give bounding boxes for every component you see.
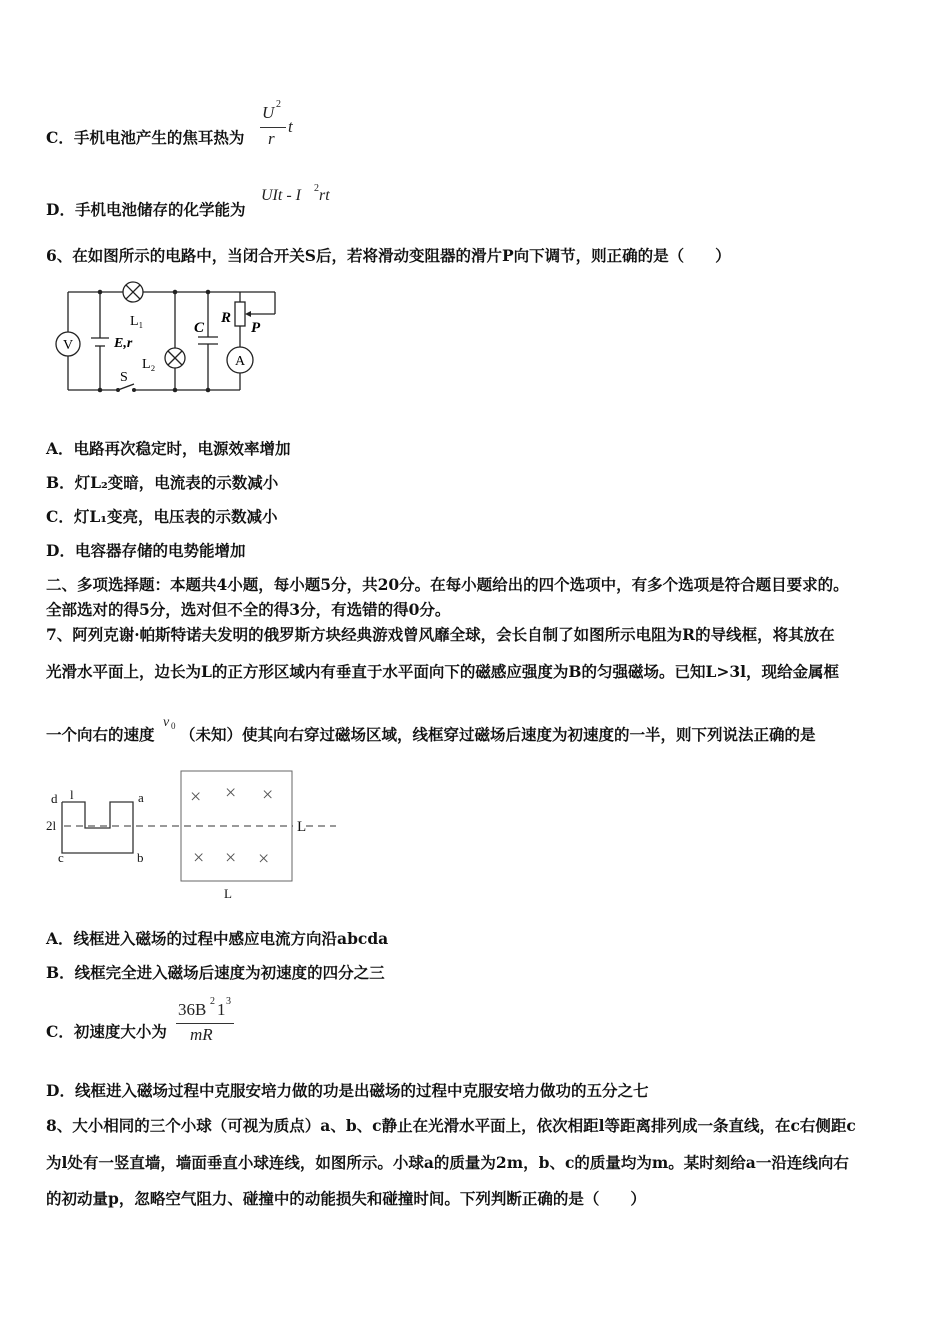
q6-stem: 6、在如图所示的电路中，当闭合开关S后，若将滑动变阻器的滑片P向下调节，则正确的是（ ） — [46, 246, 731, 265]
q8-line3: 的初动量p，忽略空气阻力、碰撞中的动能损失和碰撞时间。下列判断正确的是（ ） — [46, 1189, 646, 1208]
q7-option-a: A．线框进入磁场的过程中感应电流方向沿abcda — [46, 929, 389, 948]
q7-option-c — [46, 1022, 167, 1042]
q7-option-d: D．线框进入磁场过程中克服安培力做的功是出磁场的过程中克服安培力做功的五分之七 — [46, 1081, 649, 1100]
q7-option-c-formula — [176, 998, 246, 1050]
field-cross-icon: × — [225, 782, 237, 804]
fraction-bar — [260, 127, 286, 128]
capacitor-label: C — [194, 320, 205, 336]
q5-option-d-label: D．手机电池储存的化学能为 — [46, 200, 246, 219]
q7-figure — [40, 765, 340, 905]
section2-line2: 全部选对的得5分，选对但不全的得3分，有选错的得0分。 — [46, 600, 451, 619]
frac-num-mid: 1 — [217, 1000, 226, 1019]
frac-numerator: U — [262, 103, 275, 122]
expr-sup: 2 — [314, 183, 319, 194]
lamp1-label: L₁ — [130, 314, 144, 329]
q7-option-b: B．线框完全进入磁场后速度为初速度的四分之三 — [46, 963, 385, 982]
frac-num-36 — [178, 1000, 206, 1020]
switch-label: S — [120, 370, 128, 385]
corner-label-c: c — [58, 850, 64, 865]
q7-line2: 光滑水平面上，边长为L的正方形区域内有垂直于水平面向下的磁感应强度为B的匀强磁场。已知L>3l，现给金属框 — [46, 662, 840, 681]
slider-label: P — [251, 320, 261, 336]
lamp-icon — [123, 282, 143, 302]
lamp2-label: L₂ — [142, 357, 156, 372]
q7-line1: 7、阿列克谢·帕斯特诺夫发明的俄罗斯方块经典游戏曾风靡全球，会长自制了如图所示电阻为R的导线框，将其放在 — [46, 625, 835, 644]
q6-circuit-diagram — [48, 280, 278, 395]
q6-option-a: A．电路再次稳定时，电源效率增加 — [46, 439, 291, 458]
q6-option-c: C．灯L₁变亮，电压表的示数减小 — [46, 507, 278, 526]
q5-option-d — [46, 200, 245, 220]
frac-denominator: mR — [190, 1025, 213, 1044]
lamp-icon — [165, 348, 185, 368]
v0-symbol: v — [163, 715, 170, 730]
field-cross-icon: × — [190, 786, 202, 808]
v0-subscript: 0 — [171, 721, 176, 731]
frac-num-sup2: 3 — [226, 996, 231, 1007]
q6-option-b: B．灯L₂变暗，电流表的示数减小 — [46, 473, 279, 492]
segment-label-l: l — [70, 787, 74, 802]
q7-line3b: （未知）使其向右穿过磁场区域，线框穿过磁场后速度为初速度的一半，则下列说法正确的是 — [180, 725, 816, 744]
q6-option-d: D．电容器存储的电势能增加 — [46, 541, 246, 560]
q8-line1: 8、大小相同的三个小球（可视为质点）a、b、c静止在光滑水平面上，依次相距l等距离排列成一条直线，在c右侧距c — [46, 1116, 856, 1135]
q7-line3a: 一个向右的速度 — [46, 725, 155, 744]
voltmeter-label: V — [62, 338, 74, 353]
q5-option-c-formula — [258, 99, 318, 153]
region-side-label: L — [297, 819, 307, 835]
frac-num-sup1: 2 — [210, 996, 215, 1007]
field-cross-icon: × — [262, 784, 274, 806]
field-cross-icon: × — [193, 847, 205, 869]
corner-label-d: d — [51, 791, 58, 806]
q8-line2: 为l处有一竖直墙，墙面垂直小球连线，如图所示。小球a的质量为2m，b、c的质量均为m。某时刻给a一沿连线向右 — [46, 1153, 849, 1172]
corner-label-b: b — [137, 850, 144, 865]
source-label: E,r — [114, 336, 133, 351]
q7-option-c-label: C．初速度大小为 — [46, 1022, 167, 1041]
fraction-bar — [176, 1023, 234, 1024]
frac-num-part: 36B — [178, 1000, 207, 1019]
formula-tail: t — [288, 117, 293, 136]
field-cross-icon: × — [225, 847, 237, 869]
segment-label-2l: 2l — [46, 818, 57, 833]
expr-a: UIt - I — [261, 187, 301, 204]
q5-option-d-formula — [261, 183, 341, 210]
slider-arrow-icon — [245, 311, 251, 317]
corner-label-a: a — [138, 790, 144, 805]
q5-option-c-label: C．手机电池产生的焦耳热为 — [46, 128, 245, 147]
expr-b: rt — [319, 187, 330, 204]
frac-numerator-sup: 2 — [276, 99, 281, 110]
rheostat-label: R — [221, 310, 232, 326]
ammeter-label: A — [234, 354, 246, 369]
wire-frame — [62, 802, 133, 853]
section2-line1: 二、多项选择题：本题共4小题，每小题5分，共20分。在每小题给出的四个选项中，有多个选项是符合题目要求的。 — [46, 575, 849, 594]
region-width-label: L — [224, 886, 232, 901]
field-cross-icon: × — [258, 848, 270, 870]
frac-denominator: r — [268, 129, 275, 148]
q5-option-c — [46, 128, 244, 148]
